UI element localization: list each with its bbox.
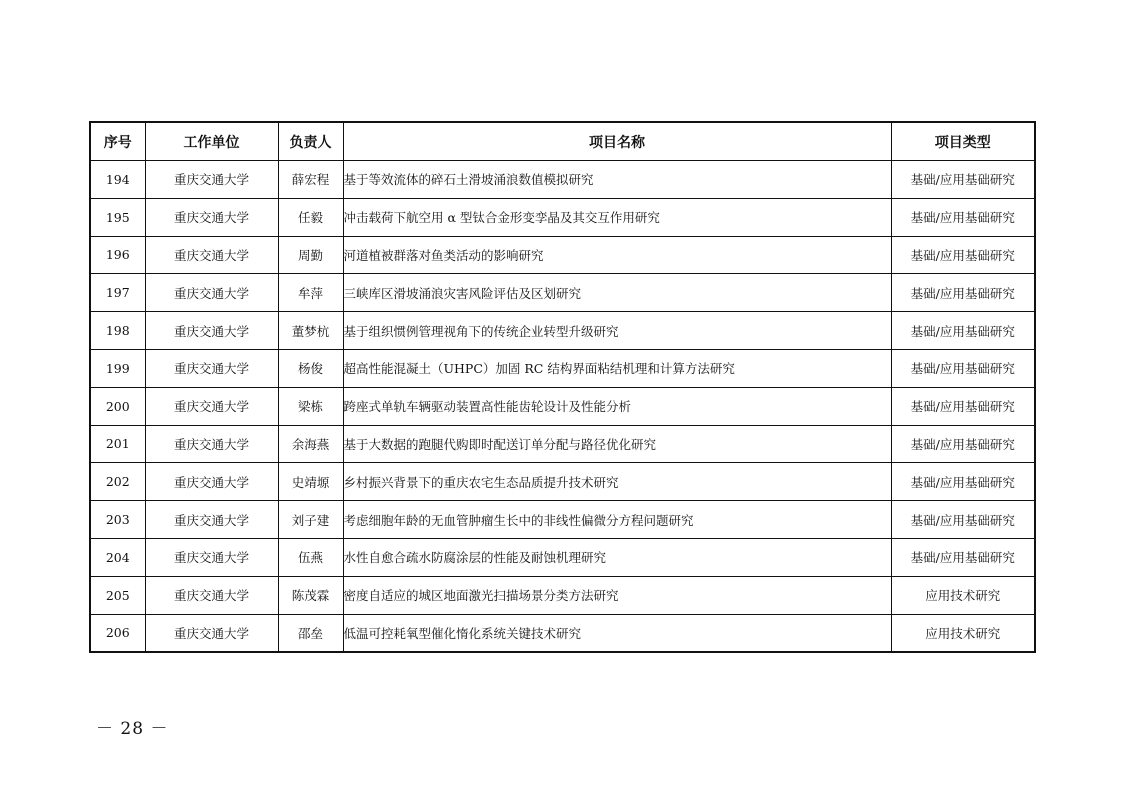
cell-project-name: 冲击载荷下航空用 α 型钛合金形变孪晶及其交互作用研究 <box>343 198 891 236</box>
cell-unit: 重庆交通大学 <box>145 614 278 652</box>
cell-person: 邵垒 <box>278 614 343 652</box>
cell-project-type: 基础/应用基础研究 <box>891 236 1035 274</box>
cell-person: 陈茂霖 <box>278 576 343 614</box>
header-person: 负责人 <box>278 122 343 161</box>
cell-person: 杨俊 <box>278 349 343 387</box>
page-number: － 28 － <box>96 719 169 739</box>
cell-person: 薛宏程 <box>278 161 343 199</box>
cell-person: 周勤 <box>278 236 343 274</box>
cell-person: 牟萍 <box>278 274 343 312</box>
cell-project-name: 密度自适应的城区地面激光扫描场景分类方法研究 <box>343 576 891 614</box>
cell-project-name: 乡村振兴背景下的重庆农宅生态品质提升技术研究 <box>343 463 891 501</box>
cell-project-name: 低温可控耗氧型催化惰化系统关键技术研究 <box>343 614 891 652</box>
cell-project-type: 应用技术研究 <box>891 614 1035 652</box>
cell-person: 任毅 <box>278 198 343 236</box>
header-num: 序号 <box>90 122 145 161</box>
cell-project-type: 基础/应用基础研究 <box>891 387 1035 425</box>
cell-unit: 重庆交通大学 <box>145 349 278 387</box>
cell-project-type: 基础/应用基础研究 <box>891 538 1035 576</box>
cell-project-name: 水性自愈合疏水防腐涂层的性能及耐蚀机理研究 <box>343 538 891 576</box>
cell-num: 203 <box>90 501 145 539</box>
cell-unit: 重庆交通大学 <box>145 274 278 312</box>
cell-unit: 重庆交通大学 <box>145 236 278 274</box>
cell-num: 196 <box>90 236 145 274</box>
table-row <box>90 538 1035 576</box>
cell-num: 204 <box>90 538 145 576</box>
header-name: 项目名称 <box>343 122 891 161</box>
cell-project-name: 跨座式单轨车辆驱动装置高性能齿轮设计及性能分析 <box>343 387 891 425</box>
cell-project-name: 超高性能混凝土（UHPC）加固 RC 结构界面粘结机理和计算方法研究 <box>343 349 891 387</box>
cell-project-name: 河道植被群落对鱼类活动的影响研究 <box>343 236 891 274</box>
cell-project-name: 三峡库区滑坡涌浪灾害风险评估及区划研究 <box>343 274 891 312</box>
cell-person: 伍燕 <box>278 538 343 576</box>
table-row <box>90 312 1035 350</box>
cell-num: 198 <box>90 312 145 350</box>
table-row <box>90 614 1035 652</box>
table-row <box>90 425 1035 463</box>
table-row <box>90 349 1035 387</box>
cell-unit: 重庆交通大学 <box>145 387 278 425</box>
cell-unit: 重庆交通大学 <box>145 312 278 350</box>
cell-num: 195 <box>90 198 145 236</box>
cell-project-type: 基础/应用基础研究 <box>891 349 1035 387</box>
table-row <box>90 236 1035 274</box>
cell-unit: 重庆交通大学 <box>145 161 278 199</box>
cell-project-type: 基础/应用基础研究 <box>891 425 1035 463</box>
cell-project-type: 基础/应用基础研究 <box>891 274 1035 312</box>
cell-num: 205 <box>90 576 145 614</box>
table-row <box>90 576 1035 614</box>
table-row <box>90 501 1035 539</box>
cell-person: 史靖塬 <box>278 463 343 501</box>
cell-unit: 重庆交通大学 <box>145 463 278 501</box>
table-row <box>90 274 1035 312</box>
cell-unit: 重庆交通大学 <box>145 538 278 576</box>
project-table <box>89 121 1036 653</box>
cell-person: 董梦杭 <box>278 312 343 350</box>
cell-person: 余海燕 <box>278 425 343 463</box>
header-unit: 工作单位 <box>145 122 278 161</box>
cell-project-type: 基础/应用基础研究 <box>891 198 1035 236</box>
cell-num: 194 <box>90 161 145 199</box>
cell-num: 199 <box>90 349 145 387</box>
cell-project-type: 基础/应用基础研究 <box>891 312 1035 350</box>
table-row <box>90 198 1035 236</box>
cell-project-name: 基于大数据的跑腿代购即时配送订单分配与路径优化研究 <box>343 425 891 463</box>
cell-project-name: 基于组织惯例管理视角下的传统企业转型升级研究 <box>343 312 891 350</box>
cell-project-name: 考虑细胞年龄的无血管肿瘤生长中的非线性偏微分方程问题研究 <box>343 501 891 539</box>
cell-num: 202 <box>90 463 145 501</box>
cell-project-type: 基础/应用基础研究 <box>891 463 1035 501</box>
cell-unit: 重庆交通大学 <box>145 501 278 539</box>
table-row <box>90 161 1035 199</box>
cell-unit: 重庆交通大学 <box>145 198 278 236</box>
cell-num: 206 <box>90 614 145 652</box>
cell-person: 刘子建 <box>278 501 343 539</box>
cell-project-type: 应用技术研究 <box>891 576 1035 614</box>
cell-num: 200 <box>90 387 145 425</box>
cell-project-name: 基于等效流体的碎石土滑坡涌浪数值模拟研究 <box>343 161 891 199</box>
table-row <box>90 387 1035 425</box>
cell-project-type: 基础/应用基础研究 <box>891 501 1035 539</box>
table-header-row <box>90 122 1035 161</box>
table-row <box>90 463 1035 501</box>
cell-num: 201 <box>90 425 145 463</box>
header-type: 项目类型 <box>891 122 1035 161</box>
cell-num: 197 <box>90 274 145 312</box>
table-body <box>90 161 1035 653</box>
cell-unit: 重庆交通大学 <box>145 425 278 463</box>
cell-project-type: 基础/应用基础研究 <box>891 161 1035 199</box>
cell-unit: 重庆交通大学 <box>145 576 278 614</box>
cell-person: 梁栋 <box>278 387 343 425</box>
